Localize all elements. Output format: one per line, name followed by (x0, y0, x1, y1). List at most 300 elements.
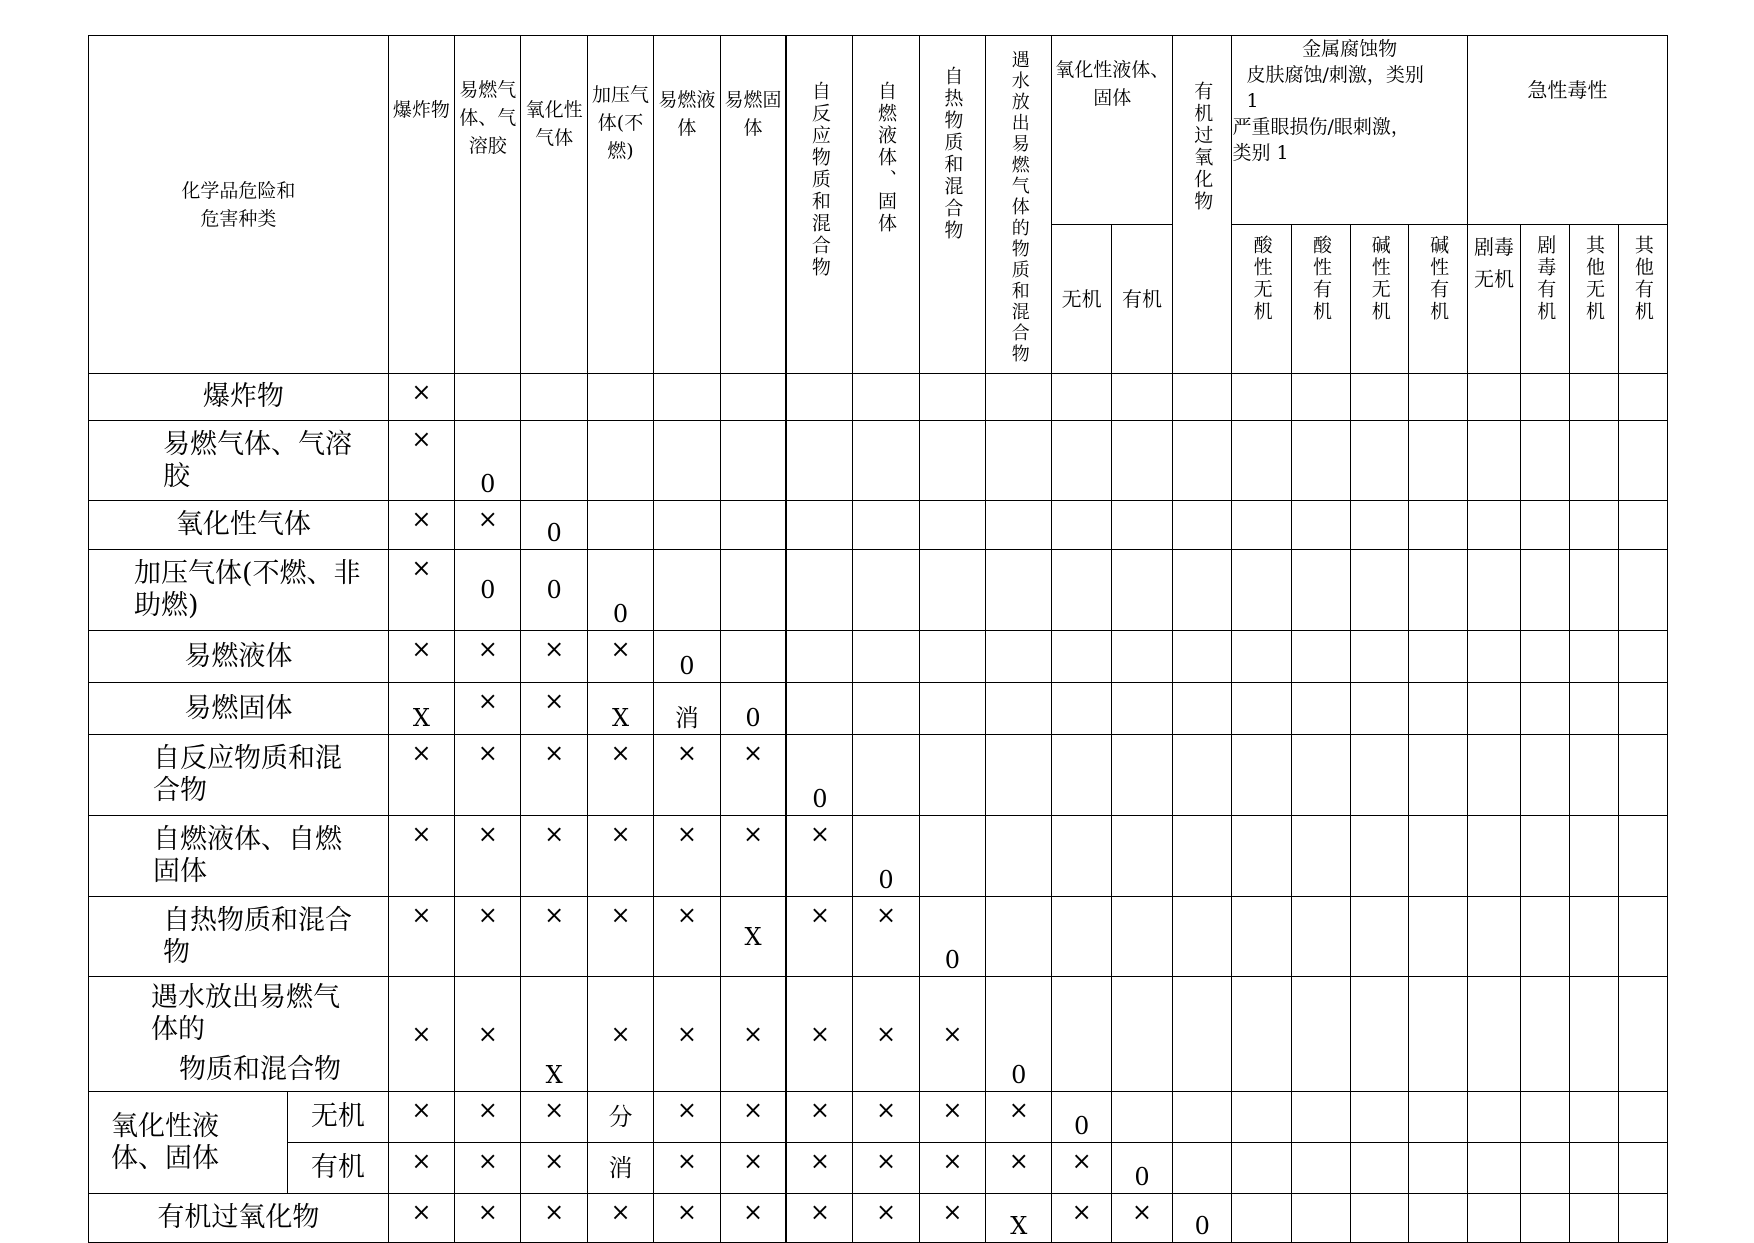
matrix-cell (1111, 501, 1172, 550)
matrix-cell (720, 1194, 786, 1243)
compatibility-mark: × (544, 1147, 565, 1175)
matrix-cell (1351, 897, 1409, 977)
matrix-cell (1570, 977, 1618, 1092)
compatibility-mark: × (942, 1096, 963, 1124)
compatibility-mark: 0 (812, 785, 828, 813)
table-row (89, 683, 1668, 735)
matrix-cell (388, 421, 454, 501)
compatibility-mark: × (411, 635, 432, 663)
matrix-cell (1173, 631, 1232, 683)
matrix-cell (455, 683, 521, 735)
matrix-cell (1351, 977, 1409, 1092)
col-header-self-react: 自反应物质和混合物 (786, 36, 852, 374)
compatibility-mark: × (411, 505, 432, 533)
compatibility-mark: × (676, 820, 697, 848)
matrix-cell (720, 977, 786, 1092)
matrix-cell (853, 421, 919, 501)
matrix-cell (919, 1143, 985, 1194)
compatibility-mark: × (809, 1147, 830, 1175)
matrix-cell (1618, 631, 1667, 683)
matrix-cell (1570, 1194, 1618, 1243)
matrix-cell (720, 897, 786, 977)
matrix-cell (1467, 897, 1520, 977)
matrix-cell (986, 1092, 1052, 1143)
matrix-cell (1521, 1143, 1570, 1194)
matrix-cell (986, 631, 1052, 683)
col-header-pyro: 自燃液体、固体 (853, 36, 919, 374)
matrix-cell (853, 501, 919, 550)
sub-header-other-organic: 其他有机 (1618, 224, 1667, 373)
matrix-cell (1291, 816, 1350, 897)
matrix-cell (786, 816, 852, 897)
sub-header-acid-organic: 酸性有机 (1291, 224, 1350, 373)
matrix-cell (1409, 683, 1467, 735)
matrix-cell (1618, 374, 1667, 421)
matrix-cell (1173, 374, 1232, 421)
row-sublabel: 无机 (288, 1092, 389, 1143)
matrix-cell (1467, 374, 1520, 421)
matrix-cell (654, 897, 720, 977)
compatibility-mark: X (744, 922, 762, 951)
matrix-cell (1173, 550, 1232, 631)
matrix-cell (455, 977, 521, 1092)
sub-header-base-inorganic: 碱性无机 (1351, 224, 1409, 373)
compatibility-mark: × (477, 505, 498, 533)
compatibility-mark: 0 (679, 652, 695, 680)
matrix-cell (786, 977, 852, 1092)
matrix-cell (1291, 683, 1350, 735)
compatibility-mark: × (676, 739, 697, 767)
matrix-cell (521, 421, 587, 501)
matrix-cell (1521, 374, 1570, 421)
compatibility-mark: × (809, 820, 830, 848)
table-row (89, 977, 1668, 1092)
matrix-cell (1173, 977, 1232, 1092)
compatibility-mark: 0 (745, 704, 761, 732)
matrix-cell (1291, 735, 1350, 816)
matrix-cell (1521, 631, 1570, 683)
matrix-cell (1409, 1092, 1467, 1143)
matrix-cell (1111, 683, 1172, 735)
matrix-cell (919, 683, 985, 735)
matrix-cell (1521, 1194, 1570, 1243)
compatibility-mark: × (477, 1198, 498, 1226)
matrix-cell (1409, 735, 1467, 816)
matrix-cell (1570, 735, 1618, 816)
compatibility-mark: 0 (1011, 1061, 1027, 1089)
matrix-cell (1467, 683, 1520, 735)
matrix-cell (654, 977, 720, 1092)
matrix-cell (388, 735, 454, 816)
matrix-cell (1521, 1092, 1570, 1143)
matrix-cell (1111, 1092, 1172, 1143)
matrix-cell (587, 421, 653, 501)
matrix-cell (786, 1092, 852, 1143)
compatibility-mark: × (875, 1096, 897, 1124)
matrix-cell (1409, 550, 1467, 631)
matrix-cell (1111, 1194, 1172, 1243)
compatibility-table (88, 35, 1668, 1243)
matrix-cell (587, 550, 653, 631)
matrix-cell (388, 501, 454, 550)
matrix-cell (1521, 501, 1570, 550)
table-row (89, 374, 1668, 421)
matrix-cell (1467, 816, 1520, 897)
matrix-cell (1618, 735, 1667, 816)
matrix-cell (388, 550, 454, 631)
compatibility-mark: × (477, 820, 498, 848)
compatibility-mark: × (610, 1198, 631, 1226)
matrix-cell (1111, 897, 1172, 977)
matrix-cell (919, 421, 985, 501)
matrix-cell (388, 631, 454, 683)
matrix-cell (1351, 1143, 1409, 1194)
sub-header-other-inorganic: 其他无机 (1570, 224, 1618, 373)
matrix-cell (587, 683, 653, 735)
matrix-cell (919, 977, 985, 1092)
matrix-cell (1570, 1092, 1618, 1143)
matrix-cell (521, 1092, 587, 1143)
matrix-cell (720, 501, 786, 550)
matrix-cell (654, 1143, 720, 1194)
matrix-cell (1467, 735, 1520, 816)
matrix-cell (919, 374, 985, 421)
col-header-flam-liquid: 易燃液体 (654, 36, 720, 374)
matrix-cell (919, 1092, 985, 1143)
corrosive-title-line3: 1 (1246, 90, 1259, 112)
compatibility-mark: × (809, 1020, 830, 1048)
compatibility-mark: × (411, 1096, 432, 1124)
matrix-cell (654, 501, 720, 550)
matrix-cell (1173, 421, 1232, 501)
compatibility-mark: × (411, 901, 432, 929)
compatibility-mark: × (544, 1096, 565, 1124)
matrix-cell (1291, 374, 1350, 421)
matrix-cell (1467, 501, 1520, 550)
compatibility-mark: 0 (944, 946, 961, 974)
col-header-explosive: 爆炸物 (388, 36, 454, 374)
compatibility-mark: × (477, 1147, 498, 1175)
matrix-cell (654, 631, 720, 683)
matrix-cell (654, 683, 720, 735)
table-row (89, 631, 1668, 683)
compatibility-mark: × (610, 901, 631, 929)
compatibility-mark: × (676, 1198, 697, 1226)
matrix-cell (1052, 977, 1111, 1092)
compatibility-mark: × (1071, 1198, 1092, 1226)
table-row (89, 550, 1668, 631)
compatibility-mark: × (742, 820, 764, 848)
compatibility-mark: X (611, 704, 630, 732)
matrix-cell (1570, 1143, 1618, 1194)
matrix-cell (786, 897, 852, 977)
matrix-cell (1409, 977, 1467, 1092)
matrix-cell (521, 897, 587, 977)
matrix-cell (455, 816, 521, 897)
row-label: 易燃固体 (89, 683, 389, 735)
matrix-cell (587, 1092, 653, 1143)
matrix-cell (1173, 1194, 1232, 1243)
matrix-cell (1111, 1143, 1172, 1194)
matrix-cell (455, 421, 521, 501)
compatibility-mark: × (875, 1020, 897, 1048)
matrix-cell (986, 421, 1052, 501)
matrix-cell (1291, 1194, 1350, 1243)
col-header-press-gas: 加压气体(不燃) (587, 36, 653, 374)
matrix-cell (853, 1194, 919, 1243)
compatibility-mark: × (544, 820, 565, 848)
matrix-cell (1467, 977, 1520, 1092)
row-label: 自燃液体、自燃 固体 (89, 816, 389, 897)
matrix-cell (786, 683, 852, 735)
matrix-cell (786, 1194, 852, 1243)
matrix-cell (587, 735, 653, 816)
matrix-cell (1232, 897, 1291, 977)
matrix-cell (521, 683, 587, 735)
matrix-cell (986, 977, 1052, 1092)
table-row (89, 501, 1668, 550)
compatibility-mark: × (610, 820, 631, 848)
compatibility-mark: × (742, 1198, 764, 1226)
compatibility-mark: × (477, 1096, 498, 1124)
sub-header-acid-inorganic: 酸性无机 (1232, 224, 1291, 373)
matrix-cell (1111, 631, 1172, 683)
row-sublabel: 有机 (288, 1143, 389, 1194)
matrix-cell (521, 374, 587, 421)
matrix-cell (455, 550, 521, 631)
corrosive-title-line2: 皮肤腐蚀/刺激，类别 (1246, 64, 1424, 86)
compatibility-mark: × (411, 378, 432, 406)
matrix-cell (587, 1143, 653, 1194)
matrix-cell (521, 977, 587, 1092)
row-label: 易燃液体 (89, 631, 389, 683)
compatibility-mark: × (477, 901, 498, 929)
matrix-cell (986, 550, 1052, 631)
compatibility-mark: × (411, 1198, 432, 1226)
matrix-cell (1570, 897, 1618, 977)
matrix-cell (786, 421, 852, 501)
matrix-cell (986, 735, 1052, 816)
matrix-cell (388, 977, 454, 1092)
matrix-cell (853, 550, 919, 631)
matrix-cell (1351, 1194, 1409, 1243)
matrix-cell (587, 631, 653, 683)
row-label: 加压气体(不燃、非 助燃) (89, 550, 389, 631)
compatibility-mark: × (1008, 1096, 1029, 1124)
matrix-cell (1291, 897, 1350, 977)
matrix-cell (1521, 550, 1570, 631)
matrix-cell (1052, 735, 1111, 816)
matrix-cell (1618, 1194, 1667, 1243)
matrix-cell (388, 1092, 454, 1143)
compatibility-mark: × (742, 1096, 764, 1124)
compatibility-mark: × (676, 901, 697, 929)
col-header-ox-liq-solid: 氧化性液体、固体 (1052, 36, 1173, 225)
corrosive-title-line4: 严重眼损伤/眼刺激， (1232, 116, 1410, 138)
sub-header-highly-toxic-inorganic: 剧毒无机 (1467, 224, 1520, 373)
matrix-cell (1467, 631, 1520, 683)
compatibility-mark: × (676, 1096, 697, 1124)
matrix-cell (455, 1143, 521, 1194)
matrix-cell (455, 501, 521, 550)
matrix-cell (1052, 683, 1111, 735)
matrix-cell (1291, 501, 1350, 550)
matrix-cell (521, 816, 587, 897)
compatibility-mark: 0 (480, 470, 496, 498)
matrix-cell (786, 1143, 852, 1194)
matrix-cell (1052, 374, 1111, 421)
matrix-cell (1232, 550, 1291, 631)
compatibility-mark: 0 (878, 866, 894, 894)
matrix-cell (1173, 897, 1232, 977)
compatibility-mark: × (1071, 1147, 1092, 1175)
table-row (89, 735, 1668, 816)
compatibility-mark: 0 (546, 519, 562, 547)
compatibility-mark: × (809, 1198, 830, 1226)
sub-header-highly-toxic-organic: 剧毒有机 (1521, 224, 1570, 373)
matrix-cell (455, 897, 521, 977)
matrix-cell (1173, 816, 1232, 897)
matrix-cell (1232, 683, 1291, 735)
matrix-cell (1291, 631, 1350, 683)
matrix-cell (986, 1194, 1052, 1243)
corner-header-line2: 危害种类 (200, 207, 277, 230)
matrix-cell (654, 421, 720, 501)
row-label: 遇水放出易燃气 体的 物质和混合物 (89, 977, 389, 1092)
matrix-cell (1052, 631, 1111, 683)
matrix-cell (919, 550, 985, 631)
matrix-cell (1467, 421, 1520, 501)
matrix-cell (388, 1143, 454, 1194)
compatibility-mark: X (545, 1061, 563, 1089)
compatibility-mark: × (875, 1147, 897, 1175)
matrix-cell (1351, 550, 1409, 631)
matrix-cell (1052, 1143, 1111, 1194)
matrix-cell (1111, 816, 1172, 897)
compatibility-mark: × (742, 739, 764, 767)
sub-header-ox-organic: 有机 (1111, 224, 1172, 373)
matrix-cell (587, 1194, 653, 1243)
matrix-cell (1291, 977, 1350, 1092)
matrix-cell (1232, 501, 1291, 550)
matrix-cell (587, 501, 653, 550)
compatibility-mark: X (412, 704, 430, 732)
matrix-cell (1467, 1194, 1520, 1243)
matrix-cell (521, 501, 587, 550)
matrix-cell (587, 374, 653, 421)
matrix-cell (853, 897, 919, 977)
matrix-cell (1521, 735, 1570, 816)
matrix-cell (1052, 816, 1111, 897)
matrix-cell (388, 897, 454, 977)
matrix-cell (654, 550, 720, 631)
matrix-cell (455, 1092, 521, 1143)
matrix-cell (1173, 735, 1232, 816)
matrix-cell (986, 501, 1052, 550)
matrix-cell (587, 897, 653, 977)
compatibility-mark: 0 (480, 576, 496, 604)
matrix-cell (654, 374, 720, 421)
matrix-cell (1291, 421, 1350, 501)
matrix-cell (1467, 1092, 1520, 1143)
compatibility-mark: × (875, 1198, 897, 1226)
matrix-cell (720, 683, 786, 735)
matrix-cell (1570, 683, 1618, 735)
matrix-cell (1618, 897, 1667, 977)
matrix-cell (1111, 977, 1172, 1092)
matrix-cell (1351, 1092, 1409, 1143)
compatibility-mark: 消 (674, 704, 699, 732)
matrix-cell (654, 816, 720, 897)
compatibility-mark: × (544, 687, 565, 715)
matrix-cell (455, 631, 521, 683)
matrix-cell (1232, 1194, 1291, 1243)
compatibility-mark: 0 (1194, 1212, 1210, 1240)
matrix-cell (587, 816, 653, 897)
matrix-cell (986, 897, 1052, 977)
matrix-cell (1521, 816, 1570, 897)
table-row (89, 897, 1668, 977)
col-header-acute-tox: 急性毒性 (1467, 36, 1667, 225)
col-header-self-heat: 自热物质和混合物 (919, 36, 985, 374)
matrix-cell (455, 1194, 521, 1243)
compatibility-mark: × (411, 554, 432, 582)
table-row (89, 816, 1668, 897)
matrix-cell (1052, 501, 1111, 550)
matrix-cell (1111, 421, 1172, 501)
matrix-cell (919, 897, 985, 977)
compatibility-mark: 分 (608, 1103, 633, 1131)
matrix-cell (1618, 1092, 1667, 1143)
compatibility-mark: × (544, 901, 565, 929)
matrix-cell (919, 501, 985, 550)
matrix-cell (1173, 1092, 1232, 1143)
matrix-cell (1232, 374, 1291, 421)
matrix-cell (654, 1194, 720, 1243)
matrix-cell (919, 816, 985, 897)
matrix-cell (1618, 683, 1667, 735)
compatibility-mark: × (411, 820, 432, 848)
matrix-cell (1467, 1143, 1520, 1194)
matrix-cell (1409, 1194, 1467, 1243)
table-row (89, 1194, 1668, 1243)
matrix-cell (1111, 374, 1172, 421)
matrix-cell (521, 1194, 587, 1243)
compatibility-mark: 0 (612, 600, 629, 628)
matrix-cell (720, 421, 786, 501)
compatibility-mark: × (1008, 1147, 1029, 1175)
matrix-cell (853, 816, 919, 897)
matrix-cell (786, 374, 852, 421)
row-label: 易燃气体、气溶 胶 (89, 421, 389, 501)
matrix-cell (1409, 374, 1467, 421)
matrix-cell (1570, 550, 1618, 631)
row-label: 氧化性液 体、固体 (89, 1092, 288, 1194)
compatibility-mark: 0 (1073, 1112, 1090, 1140)
compatibility-mark: 0 (1134, 1163, 1150, 1191)
matrix-cell (1409, 501, 1467, 550)
matrix-cell (1570, 501, 1618, 550)
matrix-cell (388, 1194, 454, 1243)
matrix-cell (1618, 550, 1667, 631)
row-label: 自热物质和混合 物 (89, 897, 389, 977)
compatibility-mark: × (411, 739, 432, 767)
matrix-cell (853, 1092, 919, 1143)
compatibility-mark: × (411, 1020, 432, 1048)
matrix-cell (1173, 501, 1232, 550)
matrix-cell (654, 735, 720, 816)
matrix-cell (986, 374, 1052, 421)
